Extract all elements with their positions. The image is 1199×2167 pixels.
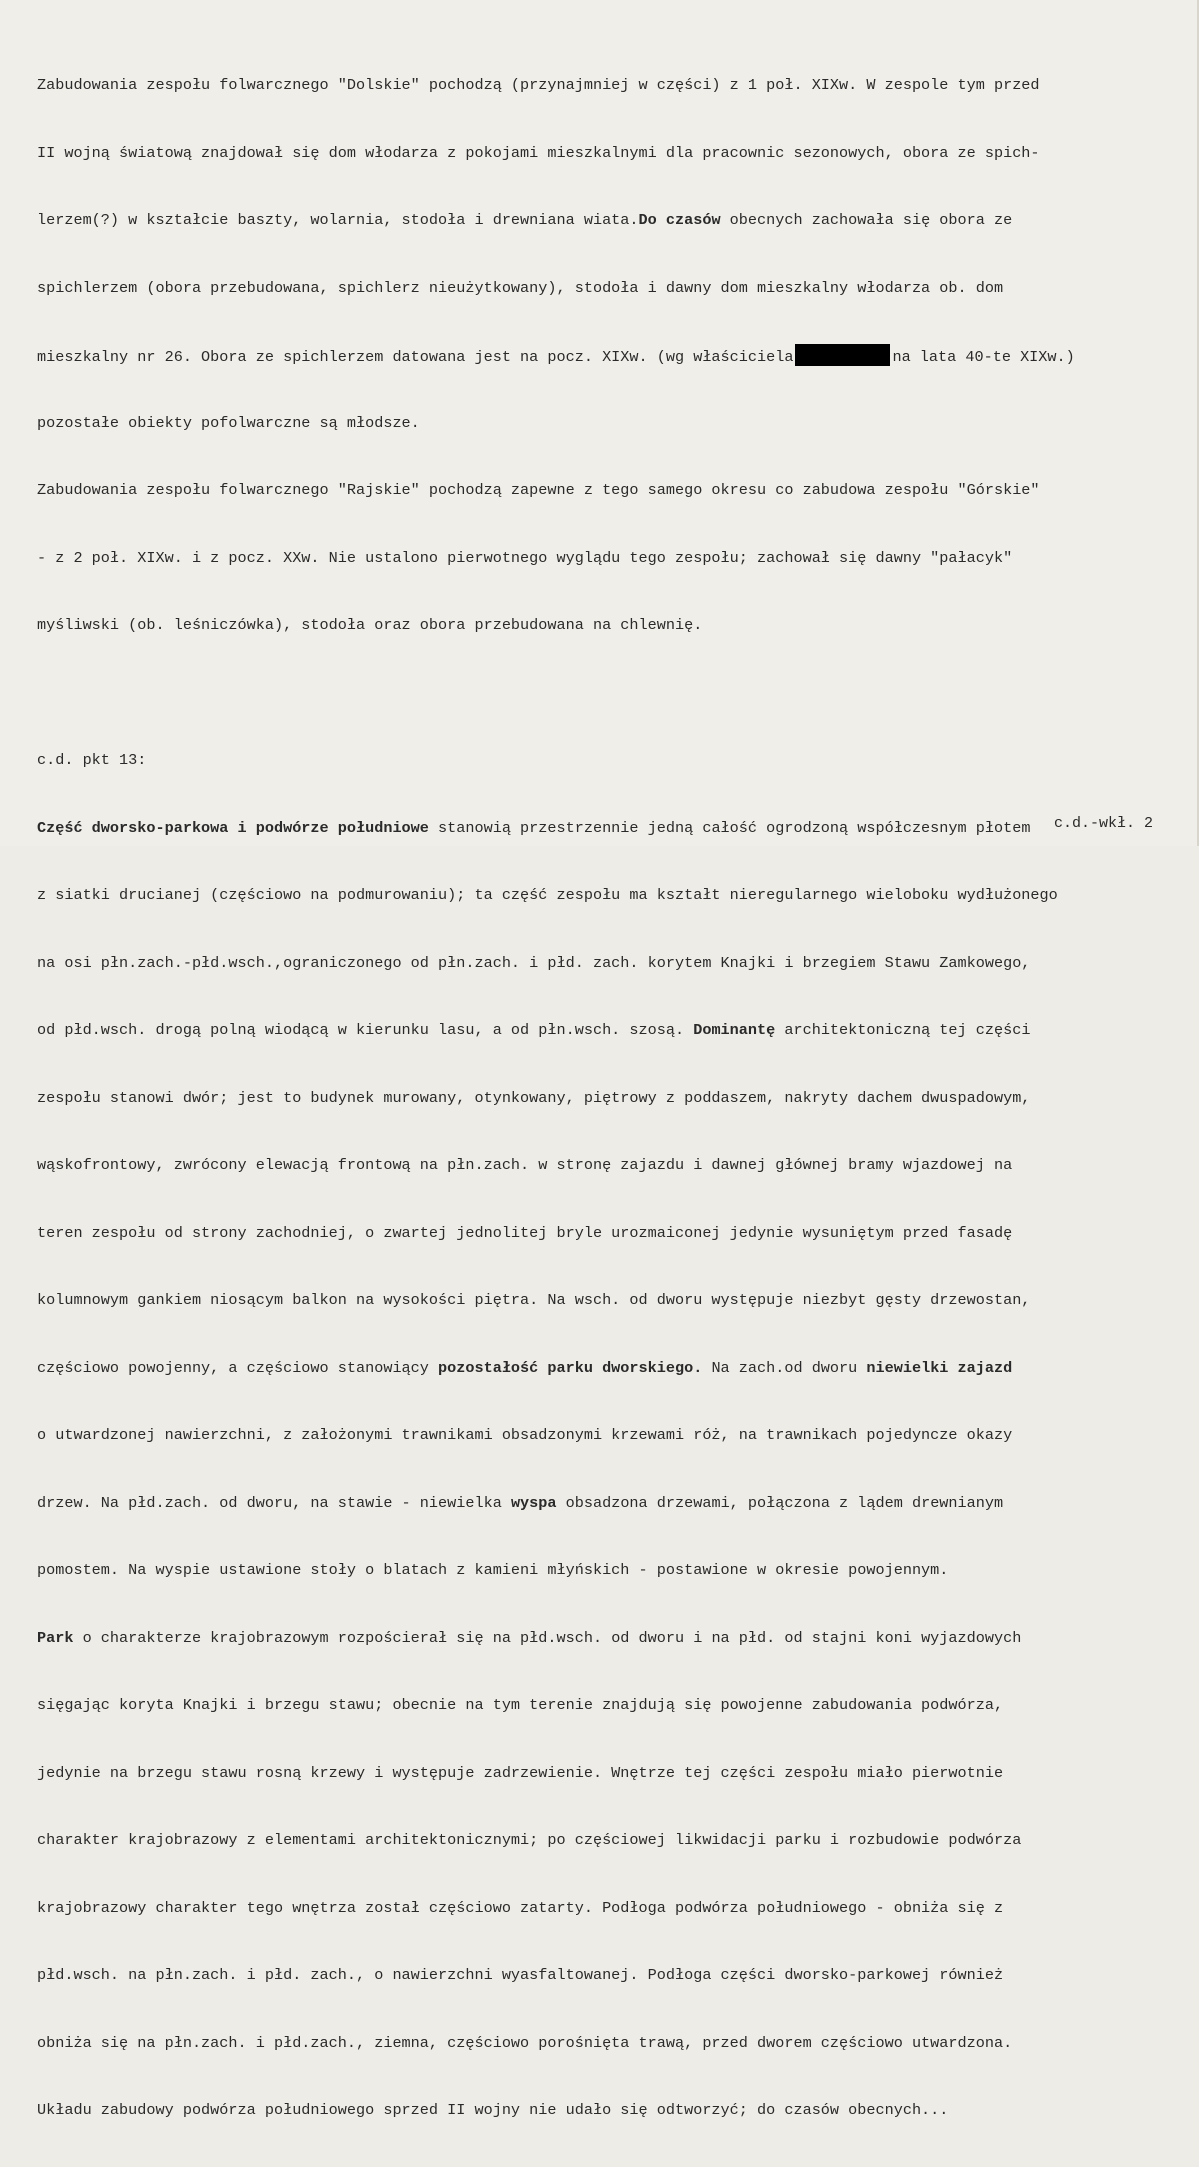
text-line: - z 2 poł. XIXw. i z pocz. XXw. Nie ustalono pierwotnego wyglądu tego zespołu; zachował się dawny "pałacyk": [37, 548, 1013, 567]
text-line: sięgając koryta Knajki i brzegu stawu; obecnie na tym terenie znajdują się powojenne zabudowania podwórza,: [37, 1696, 1004, 1714]
text-line: pomostem. Na wyspie ustawione stoły o blatach z kamieni młyńskich - postawione w okresie powojennym.: [37, 1561, 949, 1579]
text-line: II wojną światową znajdował się dom włodarza z pokojami mieszkalnymi dla pracownic sezonowych, obora ze spich-: [37, 143, 1040, 162]
text-line: [37, 209, 1187, 232]
text-run: od płd.wsch. drogą polną wiodącą w kierunku lasu, a od płn.wsch. szosą.: [37, 1021, 694, 1039]
text-line: [37, 1627, 1187, 1650]
bold-run: pozostałość parku dworskiego.: [438, 1358, 703, 1377]
text-run: mieszkalny nr 26. Obora ze spichlerzem datowana jest na pocz. XIXw. (wg właściciela: [37, 348, 794, 366]
text-run: architektoniczną tej części: [775, 1021, 1031, 1039]
text-line: spichlerzem (obora przebudowana, spichlerz nieużytkowany), stodoła i dawny dom mieszkalny włodarza ob. dom: [37, 278, 1004, 297]
text-line: wąskofrontowy, zwrócony elewacją frontową na płn.zach. w stronę zajazdu i dawnej głównej bramy wjazdowej na: [37, 1156, 1013, 1174]
text-line: charakter krajobrazowy z elementami architektonicznymi; po częściowej likwidacji parku i rozbudowie podwórza: [37, 1831, 1022, 1849]
text-line: [37, 817, 1187, 840]
text-line: [37, 344, 1187, 367]
text-line: Zabudowania zespołu folwarcznego "Dolskie" pochodzą (przynajmniej w części) z 1 poł. XIXw. W zespole tym przed: [37, 76, 1040, 94]
text-line: krajobrazowy charakter tego wnętrza został częściowo zatarty. Podłoga podwórza południowego - obniża się z: [37, 1898, 1004, 1917]
text-line: kolumnowym gankiem niosącym balkon na wysokości piętra. Na wsch. od dworu występuje niezbyt gęsty drzewostan,: [37, 1291, 1031, 1309]
text-line: płd.wsch. na płn.zach. i płd. zach., o nawierzchni wyasfaltowanej. Podłoga części dworsko-parkowej również: [37, 1966, 1004, 1984]
text-line: pozostałe obiekty pofolwarczne są młodsze.: [37, 413, 420, 432]
text-line: [37, 1492, 1187, 1515]
text-line: Układu zabudowy podwórza południowego sprzed II wojny nie udało się odtworzyć; do czasów obecnych...: [37, 2101, 949, 2119]
bold-run: Część dworsko-parkowa i podwórze południowe: [37, 818, 429, 837]
text-line: myśliwski (ob. leśniczówka), stodoła oraz obora przebudowana na chlewnię.: [37, 616, 703, 634]
text-line: teren zespołu od strony zachodniej, o zwartej jednolitej bryle urozmaiconej jedynie wysuniętym przed fasadę: [37, 1223, 1013, 1242]
text-run: na lata 40-te XIXw.): [892, 348, 1075, 366]
text-line: Zabudowania zespołu folwarcznego "Rajskie" pochodzą zapewne z tego samego okresu co zabudowa zespołu "Górskie": [37, 481, 1040, 499]
text-run: obecnych zachowała się obora ze: [720, 211, 1013, 229]
text-line: na osi płn.zach.-płd.wsch.,ograniczonego od płn.zach. i płd. zach. korytem Knajki i brzegiem Stawu Zamkowego,: [37, 953, 1031, 972]
text-run: Na zach.od dworu: [702, 1358, 867, 1377]
bold-run: Dominantę: [693, 1021, 776, 1039]
text-line: obniża się na płn.zach. i płd.zach., ziemna, częściowo porośnięta trawą, przed dworem częściowo utwardzona.: [37, 2033, 1013, 2052]
text-run: stanowią przestrzennie jedną całość ogrodzoną współczesnym płotem: [428, 818, 1031, 837]
text-line: [37, 1019, 1187, 1042]
text-run: częściowo powojenny, a częściowo stanowiący: [37, 1358, 439, 1377]
bold-run: Park: [37, 1628, 74, 1647]
section-heading: c.d. pkt 13:: [37, 751, 147, 769]
bold-run: Do czasów: [638, 211, 721, 229]
text-line: [37, 1357, 1187, 1380]
redaction-block: [795, 344, 890, 366]
page-footer: c.d.-wkł. 2: [1053, 815, 1153, 832]
text-line: zespołu stanowi dwór; jest to budynek murowany, otynkowany, piętrowy z poddaszem, nakryty dachem dwuspadowym,: [37, 1088, 1031, 1107]
text-line: o utwardzonej nawierzchni, z założonymi trawnikami obsadzonymi krzewami róż, na trawnikach pojedyncze okazy: [37, 1426, 1013, 1444]
text-run: o charakterze krajobrazowym rozpościerał się na płd.wsch. od dworu i na płd. od stajni koni wyjazdowych: [73, 1628, 1022, 1647]
text-line: z siatki drucianej (częściowo na podmurowaniu); ta część zespołu ma kształt nieregularnego wieloboku wydłużonego: [37, 886, 1058, 904]
blank-line: [37, 682, 1187, 705]
text-line: jedynie na brzegu stawu rosną krzewy i występuje zadrzewienie. Wnętrze tej części zespołu miało pierwotnie: [37, 1763, 1004, 1782]
bold-run: niewielki zajazd: [866, 1358, 1013, 1377]
text-run: drzew. Na płd.zach. od dworu, na stawie - niewielka: [37, 1493, 511, 1512]
typewritten-text: [37, 29, 1187, 2167]
text-run: lerzem(?) w kształcie baszty, wolarnia, stodoła i drewniana wiata.: [37, 211, 639, 229]
bold-run: wyspa: [510, 1493, 557, 1512]
text-run: obsadzona drzewami, połączona z lądem drewnianym: [556, 1493, 1004, 1512]
